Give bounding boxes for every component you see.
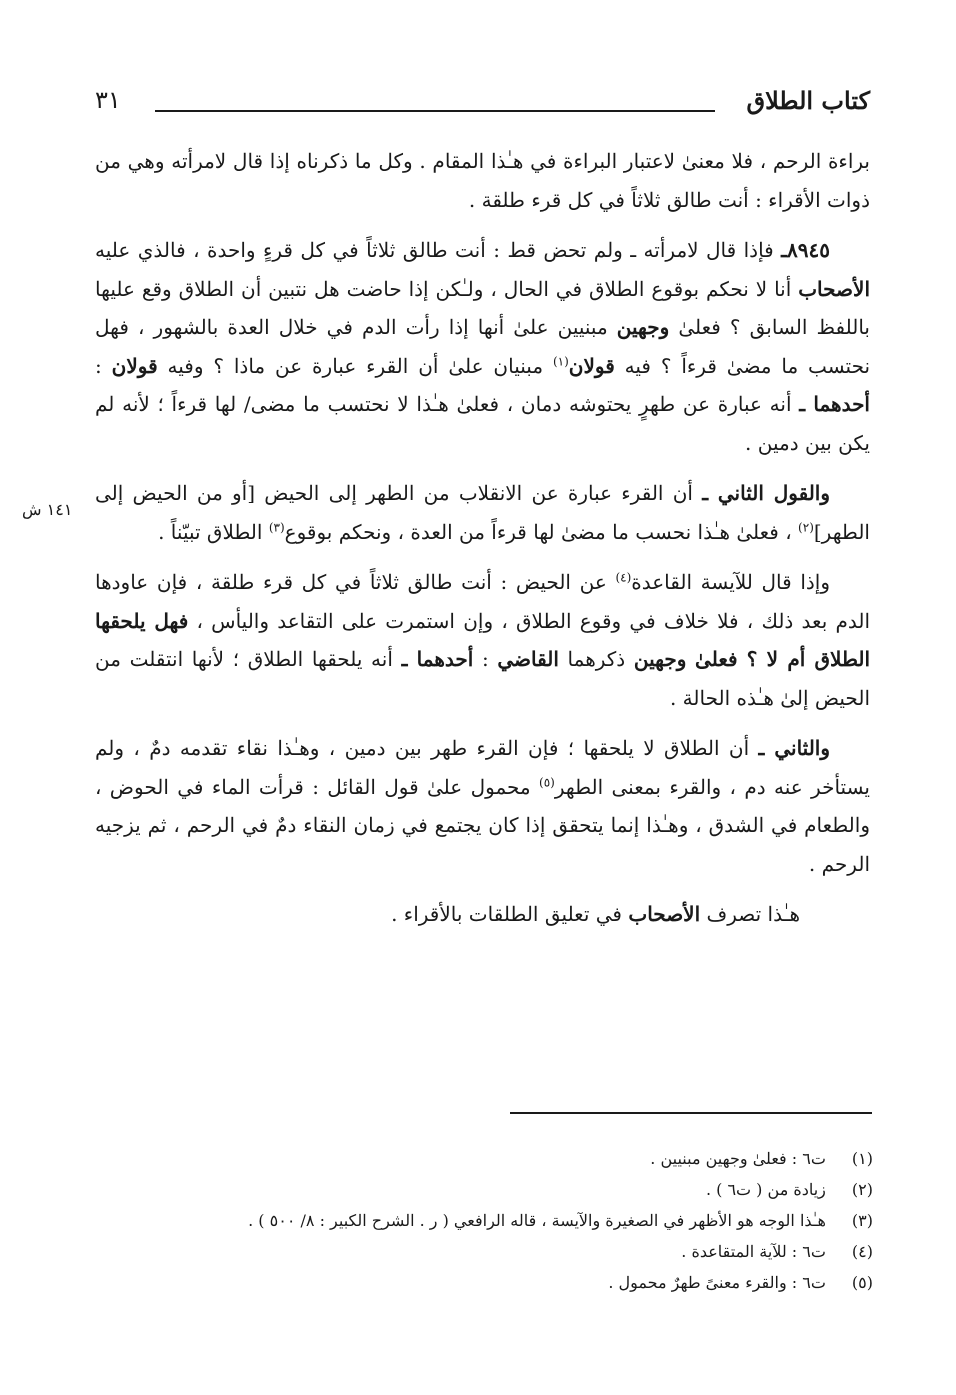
paragraph-closing: هـٰذا تصرف الأصحاب في تعليق الطلقات بالأقراء .	[391, 902, 800, 926]
header-rule	[155, 110, 715, 112]
footnote-ref-3[interactable]: (٣)	[268, 519, 285, 534]
page-number: ٣١	[95, 86, 121, 114]
margin-manuscript-note: ١٤١ ش	[22, 500, 73, 519]
footnote-ref-4[interactable]: (٤)	[615, 570, 632, 585]
paragraph-number: ٨٩٤٥ـ	[781, 238, 830, 262]
paragraph-second-view: والثاني ـ أن الطلاق لا يلحقها ؛ فإن القرء طهر بين دمين ، وهـٰذا نقاء تقدمه دمٌ ، ولم يستأخر عنه دم ، والقرء بمعنى الطهر$^{(٥)}$ محمول علىٰ قول القائل : قرأت الماء في الحوض ، والطعام في الشدق ، وهـٰذا إنما يتحقق إذا كان يجتمع في زمان النقاء دمٌ في الرحم ، ثم يزجيه الرحم .	[95, 736, 870, 876]
footnotes	[95, 1143, 873, 1298]
footnote-2: (٢) زيادة من ( ت٦ ) .	[705, 1180, 873, 1199]
footnote-3: (٣) هـٰذا الوجه هو الأظهر في الصغيرة والآيسة ، قاله الرافعي ( ر . الشرح الكبير : ٨/ ٥٠٠ ) .	[248, 1211, 873, 1230]
footnote-separator	[510, 1112, 872, 1114]
page-header	[95, 80, 870, 120]
paragraph-1: براءة الرحم ، فلا معنىٰ لاعتبار البراءة في هـٰذا المقام . وكل ما ذكرناه إذا قال لامرأته وهي من ذوات الأقراء : أنت طالق ثلاثاً في كل قرء طلقة .	[95, 149, 870, 212]
main-text	[95, 142, 870, 934]
running-title: كتاب الطلاق	[746, 86, 870, 115]
paragraph-8945: ٨٩٤٥ـ فإذا قال لامرأته ـ ولم تحض قط : أنت طالق ثلاثاً في كل قرءٍ واحدة ، فالذي عليه الأصحاب أنا لا نحكم بوقوع الطلاق في الحال ، ولـٰكن إذا حاضت هل نتبين أن الطلاق وقع عليها باللفظ السابق ؟ فعلىٰ وجهين مبنيين علىٰ أنها إذا رأت الدم في خلال العدة بالشهور ، فهل نحتسب ما مضىٰ قرءاً ؟ فيه قولان$^{(١)}$ مبنيان علىٰ أن القرء عبارة عن ماذا ؟ وفيه قولان : أحدهما ـ أنه عبارة عن طهرٍ يحتوشه دمان ، فعلىٰ هـٰذا لا نحتسب ما مضى/ لها قرءاً ؛ لأنه لم يكن بين دمين .	[95, 238, 871, 455]
footnote-ref-1[interactable]: (١)	[552, 353, 569, 368]
footnote-5: (٥) ت٦ : والقرء معنىً طهرٌ محمول .	[608, 1273, 873, 1292]
footnote-ref-2[interactable]: (٢)	[798, 519, 814, 534]
paragraph-menopause: وإذا قال للآيسة القاعدة$^{(٤)}$ عن الحيض : أنت طالق ثلاثاً في كل قرء طلقة ، فإن عاودها الدم بعد ذلك ، فلا خلاف في وقوع الطلاق ، وإن استمرت على التقاعد واليأس ، فهل يلحقها الطلاق أم لا ؟ فعلىٰ وجهين ذكرهما القاضي : أحدهما ـ أنه يلحقها الطلاق ؛ لأنها انتقلت من الحيض إلىٰ هـٰذه الحالة .	[95, 570, 871, 710]
footnote-1: (١) ت٦ : فعلىٰ وجهين مبنيين .	[650, 1149, 873, 1168]
paragraph-second-opinion: والقول الثاني ـ أن القرء عبارة عن الانقلاب من الطهر إلى الحيض [أو من الحيض إلى الطهر]$^{(٢)}$ ، فعلىٰ هـٰذا نحسب ما مضىٰ لها قرءاً من العدة ، ونحكم بوقوع$^{(٣)}$ الطلاق تبيّناً .	[95, 481, 870, 544]
footnote-ref-5[interactable]: (٥)	[539, 774, 555, 789]
footnote-4: (٤) ت٦ : للآية المتقاعدة .	[681, 1242, 873, 1261]
